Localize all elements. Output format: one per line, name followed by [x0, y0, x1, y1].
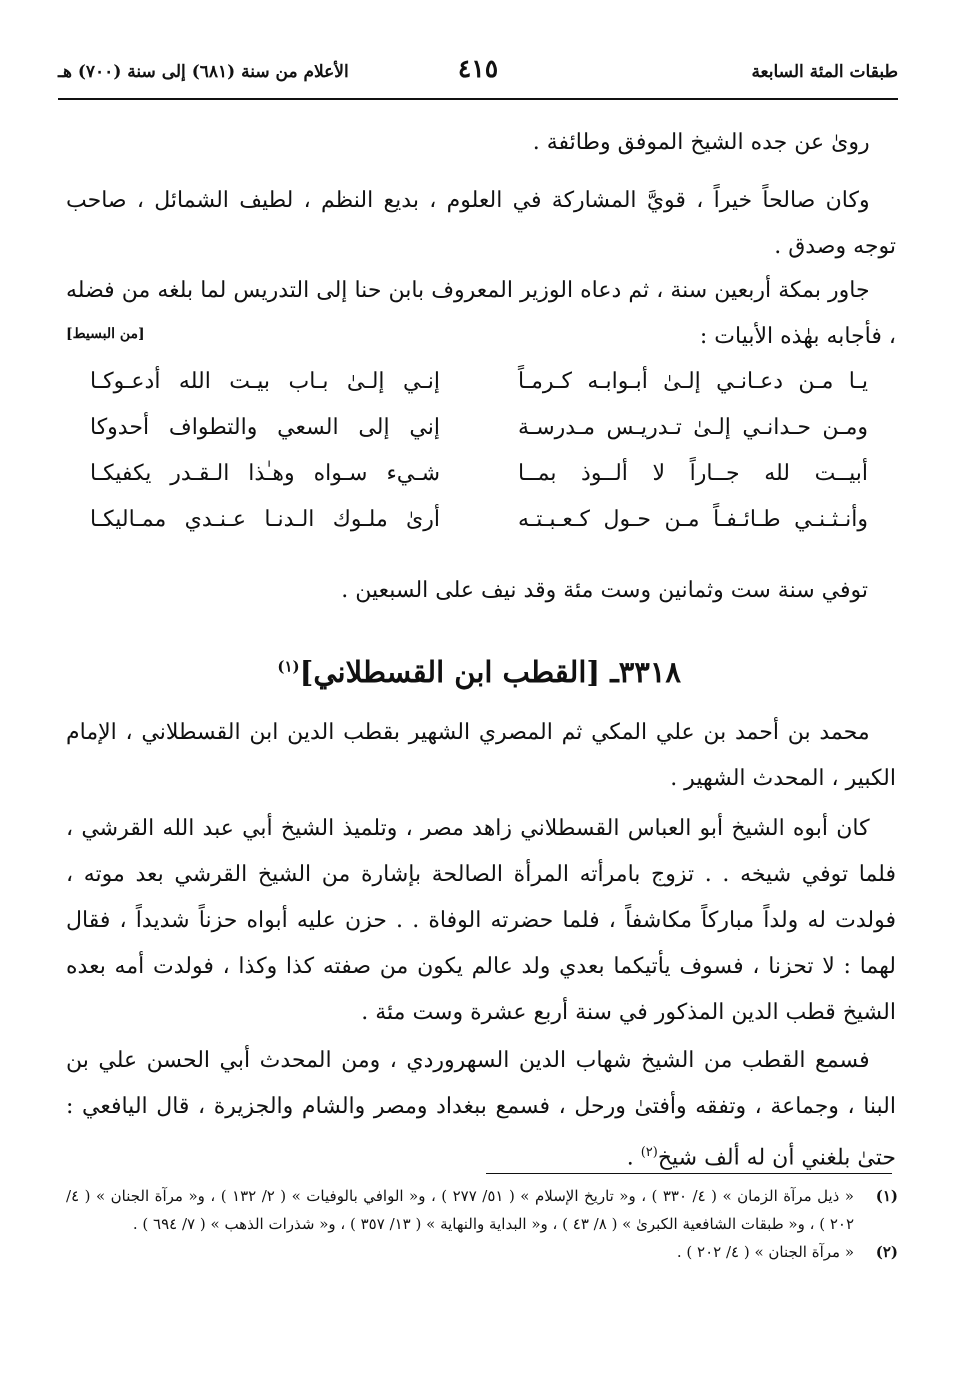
- paragraph-text: [66, 1038, 896, 1181]
- footnotes: [66, 1182, 898, 1266]
- poem-verse: [90, 411, 868, 457]
- page-number: ٤١٥: [457, 54, 499, 83]
- intro-paragraph-1: [66, 120, 896, 166]
- poem-verse: [90, 457, 868, 503]
- verse-first-hemistich: وأنـثـنـي طـائـفـاً مـن حـول كـعـبـتـه: [518, 507, 868, 532]
- header-section-title: طبقات المئة السابعة: [751, 62, 898, 82]
- footnote-divider: [486, 1173, 892, 1174]
- death-note: توفي سنة ست وثمانين وست مئة وقد نيف على السبعين .: [341, 578, 868, 603]
- biography-paragraph-3: [66, 1038, 896, 1181]
- footnote-reference: (٢): [640, 1145, 658, 1160]
- verse-first-hemistich: أبيــت لله جــاراً لا ألــوذ بمــا: [518, 461, 868, 486]
- poem: [90, 365, 868, 549]
- running-header: [58, 54, 898, 96]
- paragraph-text: جاور بمكة أربعين سنة ، ثم دعاه الوزير المعروف بابن حنا إلى التدريس لما بلغه من فضله ، فأجابه بهٰذه الأبيات :: [66, 278, 896, 349]
- paragraph-text: وكان صالحاً خيراً ، قويَّ المشاركة في العلوم ، بديع النظم ، لطيف الشمائل ، صاحب توجه وصدق .: [66, 188, 896, 259]
- footnote: [66, 1238, 898, 1266]
- footnote-text: « مرآة الجنان » ( ٤/ ٢٠٢ ) .: [676, 1243, 854, 1261]
- paragraph-body: فسمع القطب من الشيخ شهاب الدين السهروردي ، ومن المحدث أبي الحسن علي بن البنا ، وجماعة ، وتفقه وأفتىٰ ورحل ، فسمع ببغداد ومصر والشام والجزيرة ، قال اليافعي : حتىٰ بلغني أن له ألف شيخ: [66, 1048, 896, 1171]
- paragraph-text: محمد بن أحمد بن علي المكي ثم المصري الشهير بقطب الدين ابن القسطلاني ، الإمام الكبير ، المحدث الشهير .: [66, 720, 896, 791]
- footnote-text: « ذيل مرآة الزمان » ( ٤/ ٣٣٠ ) ، و« تاريخ الإسلام » ( ٥١/ ٢٧٧ ) ، و« الوافي بالوفيات » ( ٢/ ١٣٢ ) ، و« مرآة الجنان » ( ٤/ ٢٠٢ ) ، و« طبقات الشافعية الكبرىٰ » ( ٨/ ٤٣ ) ، و« البداية والنهاية » ( ١٣/ ٣٥٧ ) ، و« شذرات الذهب » ( ٧/ ٦٩٤ ) .: [66, 1187, 854, 1233]
- footnote: [66, 1182, 898, 1238]
- paragraph-text: روىٰ عن جده الشيخ الموفق وطائفة .: [532, 130, 870, 155]
- footnote-reference: (١): [277, 657, 300, 676]
- intro-paragraph-2: [66, 178, 896, 270]
- verse-first-hemistich: يـا مـن دعـانـي إلـىٰ أبـوابـه كـرمـاً: [518, 369, 868, 394]
- verse-second-hemistich: شـيء سـواه وهـٰذا الـقـدر يكفيكـا: [90, 461, 440, 486]
- intro-paragraph-3: [66, 268, 896, 360]
- biography-paragraph-1: [66, 710, 896, 802]
- paragraph-end: .: [626, 1145, 641, 1171]
- poem-meter-label: [من البسيط]: [66, 326, 145, 342]
- poem-verse: [90, 365, 868, 411]
- footnote-number: (٢): [875, 1243, 898, 1261]
- poem-verse: [90, 503, 868, 549]
- entry-heading: [277, 655, 681, 689]
- entry-heading-text: ٣٣١٨ـ [القطب ابن القسطلاني]: [299, 655, 681, 689]
- verse-second-hemistich: إني إلى السعي والتطواف أحدوكا: [90, 415, 440, 440]
- verse-first-hemistich: ومـن حـدانـي إلـىٰ تـدريـس مـدرسـة: [518, 415, 868, 440]
- header-range: الأعلام من سنة (٦٨١) إلى سنة (٧٠٠) هـ: [58, 62, 349, 82]
- paragraph-text: كان أبوه الشيخ أبو العباس القسطلاني زاهد مصر ، وتلميذ الشيخ أبي عبد الله القرشي ، فلما توفي شيخه . . تزوج بامرأته المرأة الصالحة بإشارة من الشيخ القرشي بعد موته ، فولدت له ولداً مباركاً مكاشفاً ، فلما حضرته الوفاة . . حزن عليه أبواه حزناً شديداً ، فقال لهما : لا تحزنا ، فسوف يأتيكما بعدي ولد عالم يكون من صفته كذا وكذا ، فولدت أمه بعده الشيخ قطب الدين المذكور في سنة أربع عشرة وست مئة .: [66, 816, 896, 1025]
- verse-second-hemistich: أرىٰ ملـوك الـدنـا عـنـدي ممـاليكـا: [90, 507, 440, 532]
- biography-paragraph-2: [66, 806, 896, 1036]
- header-divider: [58, 98, 898, 100]
- footnote-number: (١): [875, 1187, 898, 1205]
- verse-second-hemistich: إنـي إلـىٰ بـاب بيـت الله أدعـوكـا: [90, 369, 440, 394]
